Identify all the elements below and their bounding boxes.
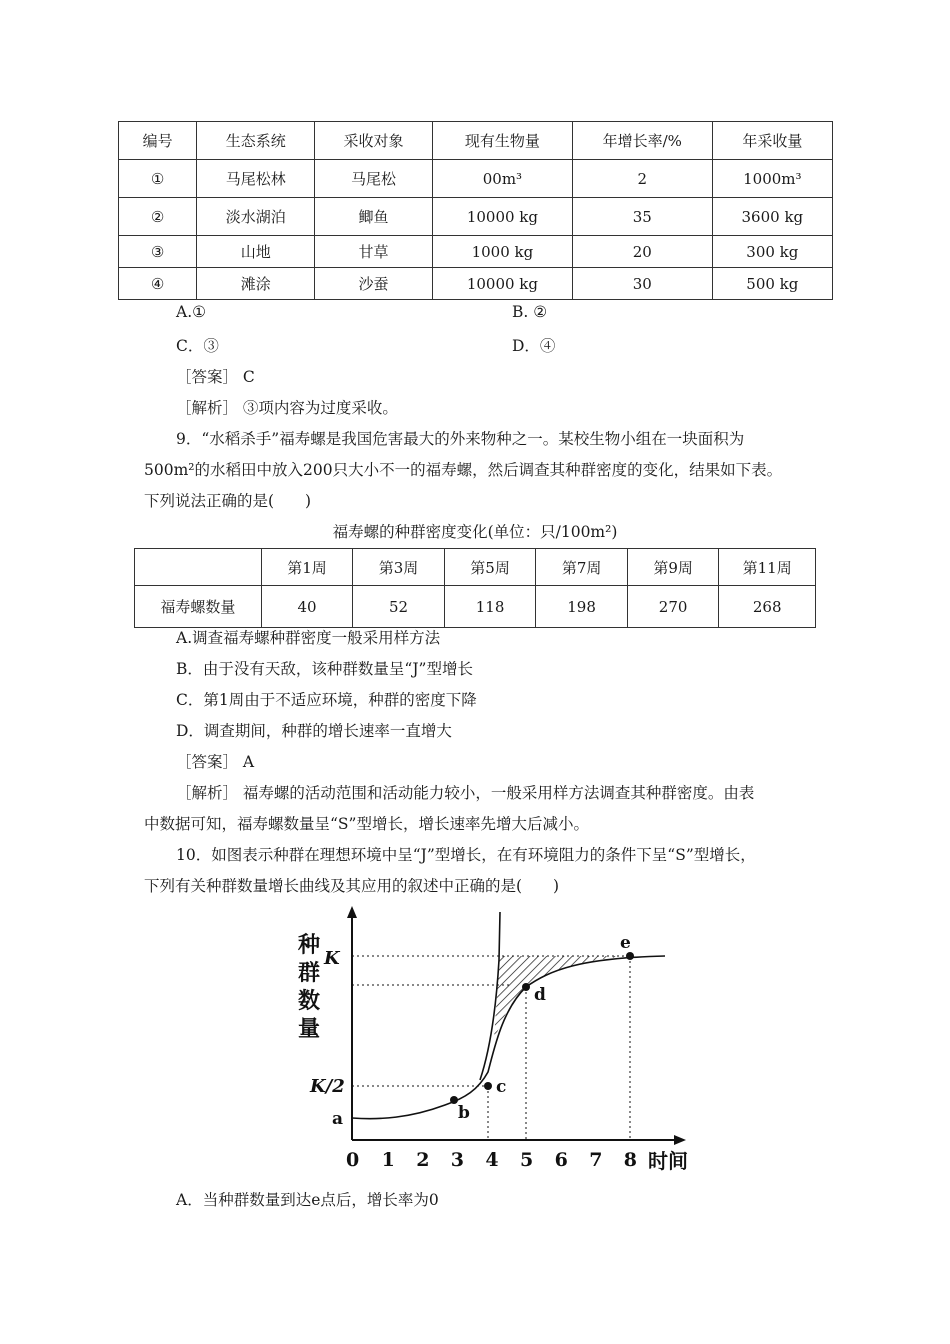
q9-answer: ［答案］ A <box>176 753 255 771</box>
table-cell: 1000m³ <box>712 160 832 198</box>
x-tick-label: 1 <box>381 1149 395 1171</box>
table-cell: 福寿螺数量 <box>135 586 262 628</box>
table-cell: 滩涂 <box>197 268 315 300</box>
table-cell: 35 <box>572 198 712 236</box>
q9-option-c: C．第1周由于不适应环境，种群的密度下降 <box>176 691 477 709</box>
table-cell: 500 kg <box>712 268 832 300</box>
q8-answer: ［答案］ C <box>176 368 255 386</box>
x-tick-label: 5 <box>520 1149 534 1171</box>
table-cell: 30 <box>572 268 712 300</box>
table-cell: 40 <box>261 586 353 628</box>
x-tick-label: 0 <box>346 1149 360 1171</box>
table-cell: 1000 kg <box>432 236 572 268</box>
point-label-c: c <box>496 1077 507 1097</box>
table-cell: 268 <box>719 586 816 628</box>
table-cell: ④ <box>119 268 197 300</box>
table-row <box>135 586 816 628</box>
q9-stem-line1: 9．“水稻杀手”福寿螺是我国危害最大的外来物种之一。某校生物小组在一块面积为 <box>176 430 745 448</box>
q9-option-a: A.调查福寿螺种群密度一般采用样方法 <box>176 629 441 647</box>
x-axis-label: 时间 <box>648 1149 688 1173</box>
table-cell: 鲫鱼 <box>315 198 433 236</box>
population-growth-chart <box>280 900 700 1175</box>
table-cell: 淡水湖泊 <box>197 198 315 236</box>
table-cell: ③ <box>119 236 197 268</box>
table-row <box>119 268 833 300</box>
table-cell: 沙蚕 <box>315 268 433 300</box>
table-cell: 马尾松 <box>315 160 433 198</box>
q8-analysis: ［解析］ ③项内容为过度采收。 <box>176 399 398 417</box>
q9-analysis-line1: ［解析］ 福寿螺的活动范围和活动能力较小，一般采用样方法调查其种群密度。由表 <box>176 784 755 802</box>
x-tick-label: 2 <box>416 1149 430 1171</box>
x-tick-label: 3 <box>450 1149 465 1171</box>
table-cell: 300 kg <box>712 236 832 268</box>
table-cell: 00m³ <box>432 160 572 198</box>
table-row <box>119 160 833 198</box>
table-header: 第11周 <box>719 549 816 586</box>
q8-option-a: A.① <box>176 303 207 321</box>
y-axis-arrow-icon <box>347 906 357 918</box>
table-header: 第9周 <box>627 549 719 586</box>
q8-option-c: C．③ <box>176 337 219 355</box>
table-header: 编号 <box>119 122 197 160</box>
table-header: 年采收量 <box>712 122 832 160</box>
point-e <box>626 952 634 960</box>
table-cell: 10000 kg <box>432 268 572 300</box>
x-tick-label: 6 <box>554 1149 568 1171</box>
table-cell: ② <box>119 198 197 236</box>
point-label-a: a <box>332 1109 344 1129</box>
y-tick-label-half-k: K/2 <box>310 1076 345 1097</box>
q10-stem-line1: 10．如图表示种群在理想环境中呈“J”型增长，在有环境阻力的条件下呈“S”型增长， <box>176 846 756 864</box>
y-axis-label-char: 量 <box>298 1016 321 1042</box>
q8-option-d: D．④ <box>512 337 556 355</box>
q9-table-caption: 福寿螺的种群密度变化(单位：只/100m²) <box>332 523 618 541</box>
table-cell: 2 <box>572 160 712 198</box>
table-header: 第7周 <box>536 549 628 586</box>
table-cell: ① <box>119 160 197 198</box>
table-cell: 52 <box>353 586 445 628</box>
table-header: 第3周 <box>353 549 445 586</box>
point-label-d: d <box>534 985 546 1005</box>
table-header: 第5周 <box>444 549 536 586</box>
table-cell: 198 <box>536 586 628 628</box>
q9-analysis-line2: 中数据可知，福寿螺数量呈“S”型增长，增长速率先增大后减小。 <box>144 815 589 833</box>
table-header <box>135 549 262 586</box>
table-header: 现有生物量 <box>432 122 572 160</box>
q9-option-b: B．由于没有天敌，该种群数量呈“J”型增长 <box>176 660 473 678</box>
table-row <box>119 198 833 236</box>
q9-stem-line3: 下列说法正确的是( ) <box>144 492 312 510</box>
point-d <box>522 983 530 991</box>
point-label-e: e <box>620 933 631 953</box>
y-axis-label-char: 数 <box>298 988 321 1014</box>
table-cell: 118 <box>444 586 536 628</box>
snail-density-table <box>134 548 816 628</box>
q8-option-b: B. ② <box>512 303 548 321</box>
q9-stem-line2: 500m²的水稻田中放入200只大小不一的福寿螺，然后调查其种群密度的变化，结果如下表。 <box>144 461 783 479</box>
table-header: 年增长率/% <box>572 122 712 160</box>
table-header: 第1周 <box>261 549 353 586</box>
table-cell: 山地 <box>197 236 315 268</box>
x-axis-arrow-icon <box>674 1135 686 1145</box>
table-header: 生态系统 <box>197 122 315 160</box>
table-cell: 甘草 <box>315 236 433 268</box>
y-axis-label-char: 群 <box>298 960 321 986</box>
table-cell: 3600 kg <box>712 198 832 236</box>
point-c <box>484 1082 492 1090</box>
table-header: 采收对象 <box>315 122 433 160</box>
table-row <box>119 236 833 268</box>
y-tick-label-k: K <box>324 948 340 969</box>
x-tick-label: 7 <box>589 1149 603 1171</box>
point-b <box>450 1096 458 1104</box>
table-cell: 马尾松林 <box>197 160 315 198</box>
q10-option-a: A．当种群数量到达e点后，增长率为0 <box>176 1191 439 1209</box>
y-axis-label-char: 种 <box>298 932 321 958</box>
table-cell: 20 <box>572 236 712 268</box>
ecosystem-table <box>118 121 833 300</box>
table-cell: 270 <box>627 586 719 628</box>
q9-option-d: D．调查期间，种群的增长速率一直增大 <box>176 722 452 740</box>
q10-stem-line2: 下列有关种群数量增长曲线及其应用的叙述中正确的是( ) <box>144 877 560 895</box>
x-tick-label: 4 <box>485 1149 499 1171</box>
table-cell: 10000 kg <box>432 198 572 236</box>
x-tick-label: 8 <box>623 1149 638 1171</box>
point-label-b: b <box>458 1103 470 1123</box>
